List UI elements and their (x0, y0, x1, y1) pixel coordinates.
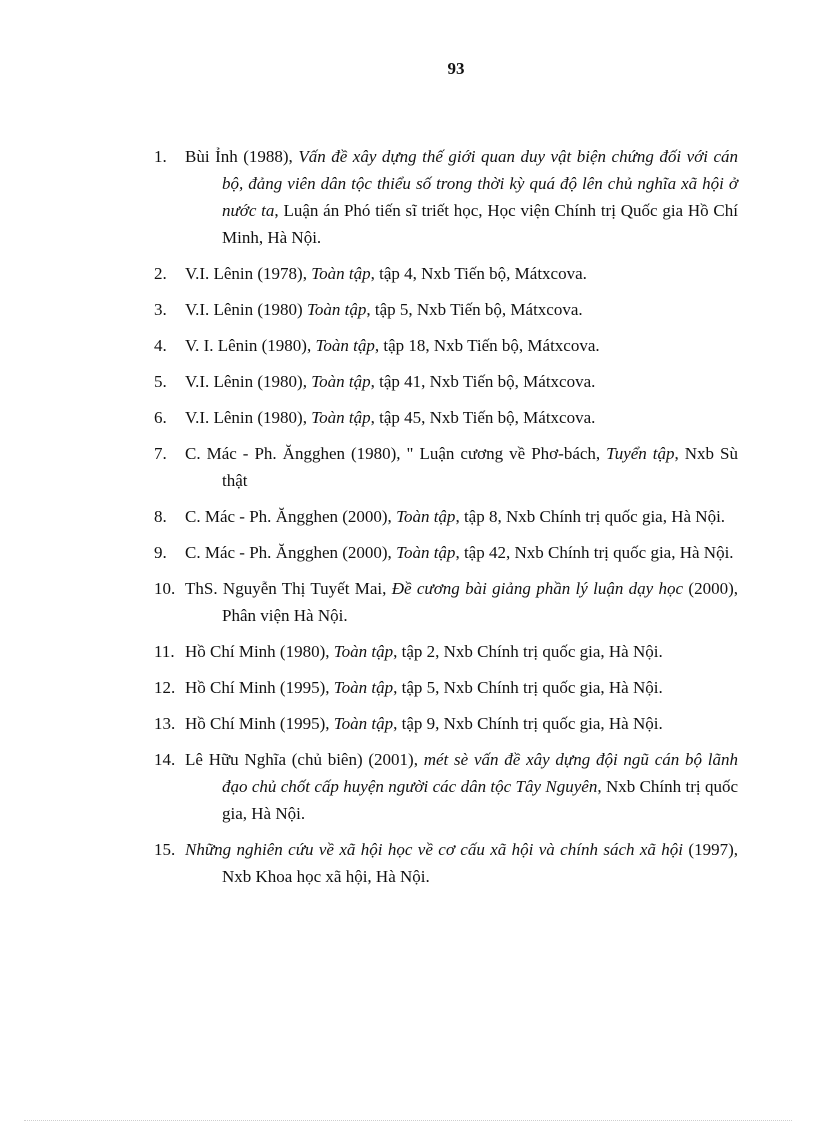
reference-text (185, 404, 738, 431)
reference-number: 12. (154, 678, 176, 697)
reference-segment: , tập 2, Nxb Chính trị quốc gia, Hà Nội. (393, 642, 663, 661)
reference-item (154, 404, 738, 431)
reference-segment: , tập 5, Nxb Tiến bộ, Mátxcova. (366, 300, 583, 319)
reference-segment: C. Mác - Ph. Ăngghen (2000), (185, 543, 397, 562)
reference-segment: , tập 18, Nxb Tiến bộ, Mátxcova. (374, 336, 600, 355)
reference-list (154, 143, 738, 899)
reference-number: 11. (154, 642, 175, 661)
reference-text (185, 710, 738, 737)
reference-number: 13. (154, 714, 176, 733)
reference-title: Toàn tập (311, 264, 371, 283)
reference-text (185, 638, 738, 665)
reference-title: mét sè vấn đề xây dựng đội ngũ cán bộ lãnh đạo chủ chốt cấp huyện người các dân tộc Tây Nguyên (222, 750, 738, 796)
reference-item (154, 296, 738, 323)
reference-text (185, 332, 738, 359)
reference-number: 8. (154, 507, 167, 526)
reference-text (185, 836, 738, 890)
reference-number: 2. (154, 264, 167, 283)
reference-text (185, 143, 739, 251)
reference-segment: , Nxb Chính trị quốc gia, Hà Nội. (222, 777, 738, 823)
reference-segment: V.I. Lênin (1980), (185, 372, 312, 391)
reference-title: Tuyển tập (606, 444, 675, 463)
reference-segment: V.I. Lênin (1980) (185, 300, 307, 319)
reference-text (185, 539, 738, 566)
reference-title: Toàn tập (315, 336, 375, 355)
reference-title: Toàn tập (311, 372, 371, 391)
reference-title: Những nghiên cứu về xã hội học về cơ cấu xã hội và chính sách xã hội (185, 840, 684, 859)
reference-text (185, 674, 738, 701)
reference-title: Toàn tập (311, 408, 371, 427)
reference-title: Đề cương bài giảng phần lý luận dạy học (391, 579, 684, 598)
reference-segment: , tập 8, Nxb Chính trị quốc gia, Hà Nội. (455, 507, 726, 526)
reference-text (185, 368, 738, 395)
reference-segment: Hồ Chí Minh (1995), (185, 714, 334, 733)
reference-number: 4. (154, 336, 167, 355)
footer-divider (24, 1120, 792, 1121)
reference-segment: Bùi Ỉnh (1988), (185, 147, 299, 166)
reference-segment: Hồ Chí Minh (1995), (185, 678, 334, 697)
reference-item (154, 260, 738, 287)
reference-segment: V. I. Lênin (1980), (185, 336, 316, 355)
reference-item (154, 440, 738, 494)
reference-number: 15. (154, 840, 176, 859)
reference-segment: , tập 41, Nxb Tiến bộ, Mátxcova. (370, 372, 596, 391)
reference-segment: (2000), Phân viện Hà Nội. (222, 579, 738, 625)
reference-item (154, 368, 738, 395)
reference-segment: , tập 42, Nxb Chính trị quốc gia, Hà Nội. (455, 543, 734, 562)
reference-text (185, 440, 738, 494)
reference-title: Toàn tập (333, 714, 394, 733)
reference-text (185, 575, 738, 629)
reference-title: Toàn tập (333, 678, 394, 697)
reference-segment: , tập 45, Nxb Tiến bộ, Mátxcova. (370, 408, 596, 427)
reference-segment: V.I. Lênin (1980), (185, 408, 312, 427)
reference-text (185, 296, 738, 323)
reference-text (185, 746, 738, 827)
reference-title: Toàn tập (396, 507, 456, 526)
reference-item (154, 539, 738, 566)
reference-segment: C. Mác - Ph. Ăngghen (1980), " Luận cương về Phơ-bách, (185, 444, 607, 463)
reference-segment: , tập 5, Nxb Chính trị quốc gia, Hà Nội. (393, 678, 663, 697)
reference-segment: (1997), Nxb Khoa học xã hội, Hà Nội. (222, 840, 738, 886)
reference-item (154, 836, 738, 890)
reference-number: 7. (154, 444, 167, 463)
reference-item (154, 503, 738, 530)
reference-title: Toàn tập (306, 300, 367, 319)
reference-item (154, 575, 738, 629)
reference-number: 6. (154, 408, 167, 427)
reference-item (154, 746, 738, 827)
reference-text (185, 260, 738, 287)
reference-number: 3. (154, 300, 167, 319)
reference-segment: V.I. Lênin (1978), (185, 264, 312, 283)
reference-segment: ThS. Nguyễn Thị Tuyết Mai, (185, 579, 392, 598)
page-number: 93 (447, 59, 465, 78)
reference-segment: , tập 4, Nxb Tiến bộ, Mátxcova. (370, 264, 587, 283)
reference-item (154, 674, 738, 701)
reference-title: Vấn đề xây dựng thế giới quan duy vật biện chứng đối với cán bộ, đảng viên dân tộc thiểu số trong thời kỳ quá độ lên chủ nghĩa xã hội ở nước ta (222, 147, 739, 220)
reference-title: Toàn tập (396, 543, 456, 562)
reference-number: 14. (154, 750, 176, 769)
reference-segment: Hồ Chí Minh (1980), (185, 642, 334, 661)
reference-segment: , Luận án Phó tiến sĩ triết học, Học viện Chính trị Quốc gia Hồ Chí Minh, Hà Nội. (222, 201, 738, 247)
reference-item (154, 332, 738, 359)
reference-number: 9. (154, 543, 167, 562)
reference-item (154, 638, 738, 665)
reference-title: Toàn tập (333, 642, 394, 661)
reference-number: 10. (154, 579, 176, 598)
reference-text (185, 503, 738, 530)
reference-segment: , Nxb Sù thật (222, 444, 738, 490)
reference-segment: C. Mác - Ph. Ăngghen (2000), (185, 507, 397, 526)
reference-item (154, 710, 738, 737)
reference-number: 5. (154, 372, 167, 391)
reference-number: 1. (154, 147, 167, 166)
reference-item (154, 143, 738, 251)
reference-segment: Lê Hữu Nghĩa (chủ biên) (2001), (185, 750, 424, 769)
reference-segment: , tập 9, Nxb Chính trị quốc gia, Hà Nội. (393, 714, 663, 733)
